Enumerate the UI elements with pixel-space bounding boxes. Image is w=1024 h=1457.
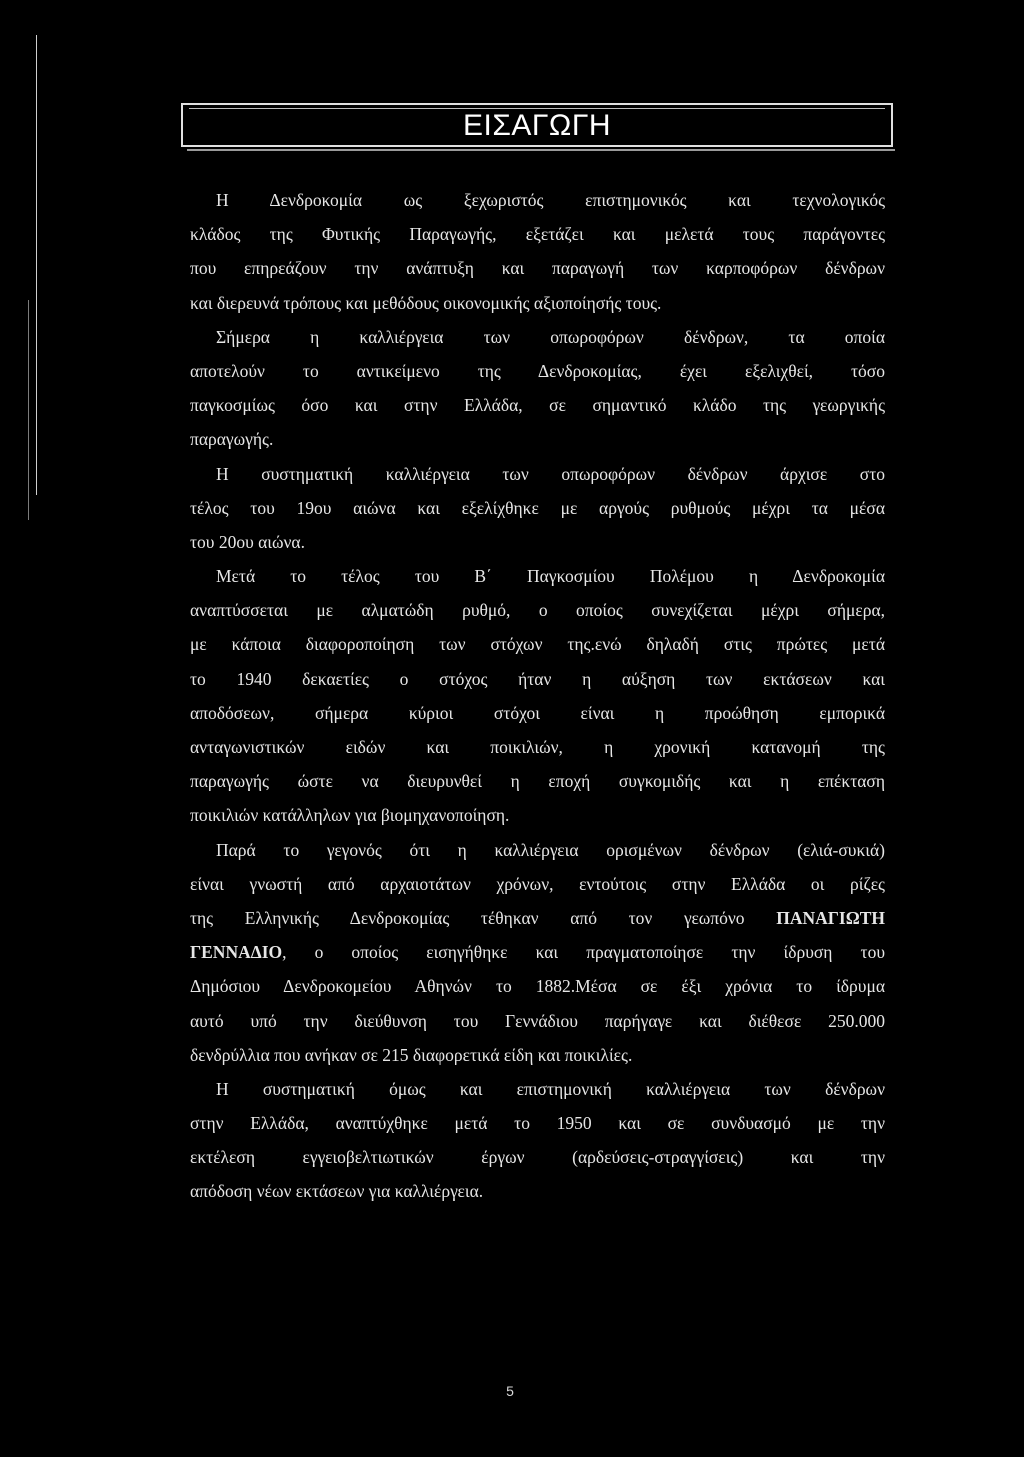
title-frame (181, 103, 893, 147)
text-line: και διερευνά τρόπους και μεθόδους οικονομικής αξιοποίησής τους. (190, 292, 662, 313)
text-line: με κάποια διαφοροποίηση των στόχων της.ενώ δηλαδή στις πρώτες μετά (190, 634, 885, 655)
text-line: απόδοση νέων εκτάσεων για καλλιέργεια. (190, 1181, 484, 1202)
text-line: αποδόσεων, σήμερα κύριοι στόχοι είναι η προώθηση εμπορικά (190, 702, 885, 723)
text-line: Δημόσιου Δενδροκομείου Αθηνών το 1882.Μέσα σε έξι χρόνια το ίδρυμα (190, 976, 885, 997)
paragraph-5 (190, 833, 885, 1072)
text-line: είναι γνωστή από αρχαιοτάτων χρόνων, εντούτοις στην Ελλάδα οι ρίζες (190, 873, 885, 894)
person-name-first: ΠΑΝΑΓΙΩΤΗ (776, 907, 885, 928)
text-line-with-name (190, 901, 885, 935)
text-line: παγκοσμίως όσο και στην Ελλάδα, σε σημαντικό κλάδο της γεωργικής (190, 395, 885, 416)
text-line: το 1940 δεκαετίες ο στόχος ήταν η αύξηση των εκτάσεων και (190, 668, 885, 689)
paragraph-6 (190, 1072, 885, 1209)
text-line-with-name (190, 935, 885, 969)
text-line: αυτό υπό την διεύθυνση του Γεννάδιου παρήγαγε και διέθεσε 250.000 (190, 1010, 885, 1031)
text-line: που επηρεάζουν την ανάπτυξη και παραγωγή των καρποφόρων δένδρων (190, 258, 885, 279)
scan-edge-line (36, 35, 37, 495)
text-line: αποτελούν το αντικείμενο της Δενδροκομίας, έχει εξελιχθεί, τόσο (190, 360, 885, 381)
person-name-last: ΓΕΝΝΑΔΙΟ (190, 942, 283, 963)
document-body (190, 183, 885, 1209)
paragraph-1 (190, 183, 885, 320)
text-line: Η Δενδροκομία ως ξεχωριστός επιστημονικός και τεχνολογικός (216, 190, 885, 210)
text-fragment: , ο οποίος εισηγήθηκε και πραγματοποίησε την ίδρυση του (282, 942, 885, 963)
text-line: κλάδος της Φυτικής Παραγωγής, εξετάζει και μελετά τους παράγοντες (190, 224, 885, 245)
text-line: Η συστηματική όμως και επιστημονική καλλιέργεια των δένδρων (216, 1078, 885, 1099)
page-title: ΕΙΣΑΓΩΓΗ (462, 109, 612, 142)
text-line: Μετά το τέλος του Β΄ Παγκοσμίου Πολέμου η Δενδροκομία (216, 566, 885, 587)
text-fragment: της Ελληνικής Δενδροκομίας τέθηκαν από τον γεωπόνο (190, 907, 777, 928)
text-line: παραγωγής ώστε να διευρυνθεί η εποχή συγκομιδής και η επέκταση (190, 771, 885, 792)
text-line: δενδρύλλια που ανήκαν σε 215 διαφορετικά είδη και ποικιλίες. (190, 1044, 633, 1065)
text-line: ανταγωνιστικών ειδών και ποικιλιών, η χρονική κατανομή της (190, 737, 885, 757)
paragraph-2 (190, 320, 885, 457)
text-line: στην Ελλάδα, αναπτύχθηκε μετά το 1950 και σε συνδυασμό με την (190, 1113, 885, 1134)
paragraph-4 (190, 559, 885, 833)
page-number: 5 (506, 1383, 514, 1399)
text-line: Η συστηματική καλλιέργεια των οπωροφόρων δένδρων άρχισε στο (216, 463, 885, 484)
text-line: τέλος του 19ου αιώνα και εξελίχθηκε με αργούς ρυθμούς μέχρι τα μέσα (190, 497, 885, 518)
text-line: Παρά το γεγονός ότι η καλλιέργεια ορισμένων δένδρων (ελιά-συκιά) (216, 839, 885, 860)
text-line: του 20ου αιώνα. (190, 531, 305, 552)
scan-edge-line (28, 300, 29, 520)
text-line: παραγωγής. (190, 429, 274, 450)
text-line: εκτέλεση εγγειοβελτιωτικών έργων (αρδεύσεις-στραγγίσεις) και την (190, 1147, 885, 1168)
text-line: Σήμερα η καλλιέργεια των οπωροφόρων δένδρων, τα οποία (216, 326, 885, 347)
text-line: αναπτύσσεται με αλματώδη ρυθμό, ο οποίος συνεχίζεται μέχρι σήμερα, (190, 600, 885, 621)
text-line: ποικιλιών κατάλληλων για βιομηχανοποίηση. (190, 805, 510, 826)
paragraph-3 (190, 457, 885, 560)
